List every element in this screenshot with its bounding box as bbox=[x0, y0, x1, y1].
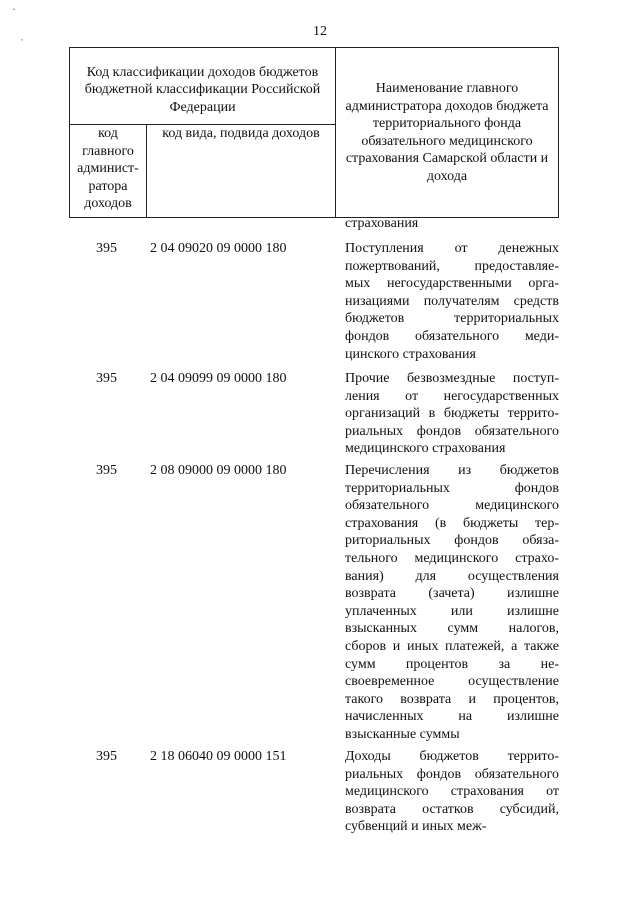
revenue-code: 2 04 09099 09 0000 180 bbox=[150, 371, 287, 386]
revenue-name-line: территориальных фондов bbox=[345, 480, 559, 496]
revenue-name-line: фондов обязательного меди- bbox=[345, 328, 559, 344]
revenue-name bbox=[345, 748, 559, 836]
revenue-code: 2 04 09020 09 0000 180 bbox=[150, 241, 287, 256]
revenue-name-line: своевременное осуществление bbox=[345, 674, 559, 690]
revenue-name-line: страхования (в бюджеты тер- bbox=[345, 515, 559, 531]
header-admin-code: код главного админист-ратора доходов bbox=[70, 125, 147, 218]
revenue-name bbox=[345, 370, 559, 458]
revenue-name-line: взысканных сумм налогов, bbox=[345, 621, 559, 637]
revenue-name-line: Перечисления из бюджетов bbox=[345, 463, 559, 478]
revenue-name-line: взысканные суммы bbox=[345, 726, 460, 742]
revenue-name-line: мых негосударственными орга- bbox=[345, 276, 559, 292]
revenue-code: 2 08 09000 09 0000 180 bbox=[150, 463, 287, 478]
scan-speck: · bbox=[12, 2, 16, 16]
scan-speck: ˙ bbox=[20, 36, 24, 50]
revenue-name-line: медицинского страхования от bbox=[345, 784, 559, 800]
revenue-code: 2 18 06040 09 0000 151 bbox=[150, 749, 287, 764]
revenue-name-line: такого возврата и процентов, bbox=[345, 691, 559, 707]
revenue-name-line: Прочие безвозмездные поступ- bbox=[345, 371, 559, 386]
revenue-name-line: сумм процентов за не- bbox=[345, 656, 559, 672]
revenue-name-line: медицинского страхования bbox=[345, 441, 506, 457]
revenue-name-line: начисленных на излишне bbox=[345, 709, 559, 725]
carryover-text: страхования bbox=[345, 216, 419, 231]
admin-code: 395 bbox=[96, 371, 117, 386]
admin-code: 395 bbox=[96, 241, 117, 256]
revenue-name bbox=[345, 462, 559, 744]
header-classification-code: Код классификации доходов бюджетов бюджетной классификации Российской Федерации bbox=[70, 48, 336, 125]
revenue-name-line: Доходы бюджетов террито- bbox=[345, 749, 559, 764]
revenue-name-line: обязательного медицинского bbox=[345, 498, 559, 514]
revenue-name-line: риториальных фондов обяза- bbox=[345, 533, 559, 549]
revenue-name bbox=[345, 240, 559, 363]
revenue-name-line: организаций в бюджеты террито- bbox=[345, 406, 559, 422]
admin-code: 395 bbox=[96, 749, 117, 764]
admin-code: 395 bbox=[96, 463, 117, 478]
revenue-name-line: цинского страхования bbox=[345, 346, 476, 362]
revenue-name-line: риальных фондов обязательного bbox=[345, 423, 559, 439]
revenue-name-line: уплаченных или излишне bbox=[345, 603, 559, 619]
revenue-name-line: вания) для осуществления bbox=[345, 568, 559, 584]
revenue-name-line: субвенций и иных меж- bbox=[345, 819, 487, 835]
page-number: 12 bbox=[313, 24, 327, 39]
revenue-name-line: возврата остатков субсидий, bbox=[345, 801, 559, 817]
revenue-name-line: возврата (зачета) излишне bbox=[345, 586, 559, 602]
revenue-name-line: пожертвований, предоставляе- bbox=[345, 258, 559, 274]
revenue-name-line: тельного медицинского страхо- bbox=[345, 550, 559, 566]
revenue-name-line: сборов и иных платежей, а также bbox=[345, 638, 559, 654]
header-administrator-name: Наименование главного администратора доходов бюджета территориального фонда обязательного медицинского страхования Самарской области и дохода bbox=[336, 48, 559, 218]
revenue-name-line: Поступления от денежных bbox=[345, 241, 559, 256]
revenue-name-line: бюджетов территориальных bbox=[345, 311, 559, 327]
table-header bbox=[69, 47, 559, 218]
revenue-name-line: ления от негосударственных bbox=[345, 388, 559, 404]
revenue-name-line: низациями получателям средств bbox=[345, 293, 559, 309]
revenue-name-line: риальных фондов обязательного bbox=[345, 766, 559, 782]
header-revenue-type-code: код вида, подвида доходов bbox=[147, 125, 336, 218]
